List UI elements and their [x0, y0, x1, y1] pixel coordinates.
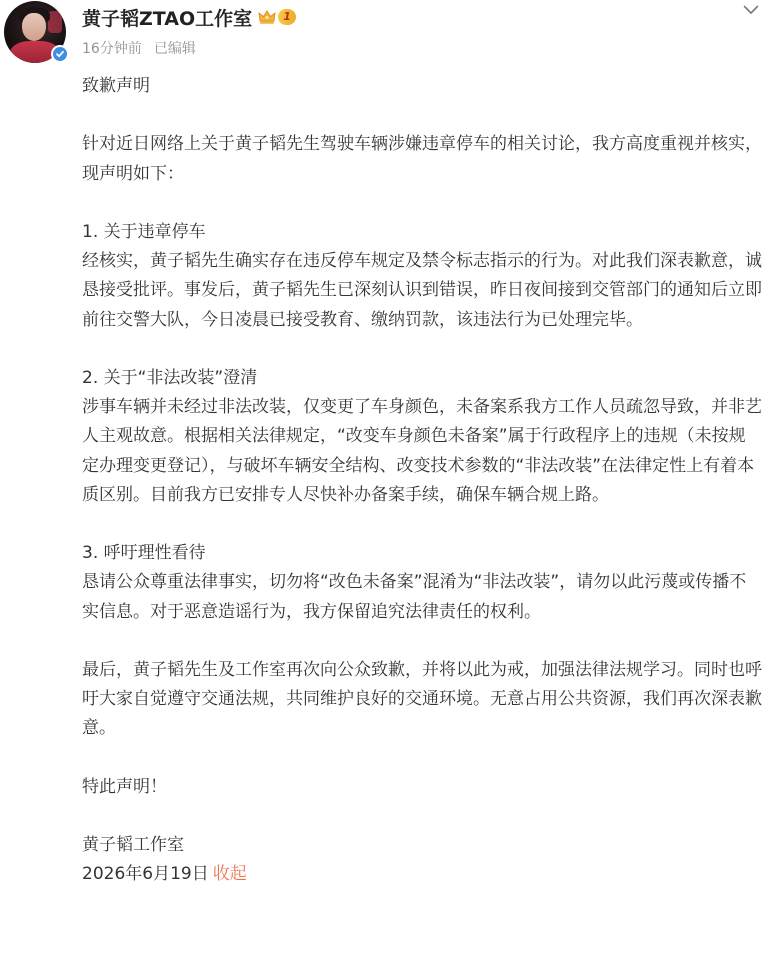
- post-intro: 针对近日网络上关于黄子韬先生驾驶车辆涉嫌违章停车的相关讨论，我方高度重视并核实，现声明如下：: [82, 134, 762, 184]
- more-options-button[interactable]: [741, 2, 761, 18]
- avatar-container[interactable]: [4, 1, 66, 63]
- name-row: [82, 2, 296, 32]
- spacer: [82, 627, 762, 656]
- post-meta: [82, 38, 196, 58]
- closing-paragraph: 最后，黄子韬先生及工作室再次向公众致歉，并将以此为戒，加强法律法规学习。同时也呼吁大家自觉遵守交通法规，共同维护良好的交通环境。无意占用公共资源，我们再次深表歉意。: [82, 659, 762, 739]
- post-title: 致歉声明: [82, 76, 150, 96]
- post-header: [0, 0, 775, 70]
- section-heading: 1. 关于违章停车: [82, 221, 206, 242]
- spacer: [82, 802, 762, 831]
- spacer: [82, 189, 762, 218]
- chevron-down-icon: [743, 5, 759, 15]
- date-row: [82, 860, 762, 889]
- section-body: 恳请公众尊重法律事实，切勿将“改色未备案”混淆为“非法改装”，请勿以此污蔑或传播不实信息。对于恶意造谣行为，我方保留追究法律责任的权利。: [82, 572, 747, 622]
- vip-level: 1: [278, 9, 296, 25]
- spacer: [82, 335, 762, 364]
- statement-date: 2026年6月19日: [82, 864, 209, 885]
- post-content: [82, 72, 762, 890]
- spacer: [82, 101, 762, 130]
- crown-icon: [258, 9, 276, 25]
- avatar-face: [22, 13, 46, 41]
- verified-check-icon: [51, 45, 69, 63]
- section-body: 涉事车辆并未经过非法改装，仅变更了车身颜色，未备案系我方工作人员疏忽导致，并非艺人主观故意。根据相关法律规定，“改变车身颜色未备案”属于行政程序上的违规（未按规定办理变更登记），与破坏车辆安全结构、改变技术参数的“非法改装”在法律定性上有着本质区别。目前我方已安排专人尽快补办备案手续，确保车辆合规上路。: [82, 397, 762, 505]
- section-heading: 3. 呼吁理性看待: [82, 543, 206, 564]
- vip-badge[interactable]: [258, 7, 296, 27]
- edited-label[interactable]: 已编辑: [153, 41, 196, 57]
- spacer: [82, 510, 762, 539]
- avatar-glow: [48, 11, 62, 33]
- declaration: 特此声明！: [82, 776, 167, 797]
- section-body: 经核实，黄子韬先生确实存在违反停车规定及禁令标志指示的行为。对此我们深表歉意，诚恳接受批评。事发后，黄子韬先生已深刻认识到错误，昨日夜间接到交管部门的通知后立即前往交警大队，今日凌晨已接受教育、缴纳罚款，该违法行为已处理完毕。: [82, 251, 762, 330]
- collapse-link[interactable]: 收起: [212, 864, 247, 885]
- section-heading: 2. 关于“非法改装”澄清: [82, 367, 258, 388]
- signature: 黄子韬工作室: [82, 835, 184, 856]
- post-timestamp[interactable]: 16分钟前: [82, 41, 142, 57]
- username-link[interactable]: 黄子韬ZTAO工作室: [82, 7, 253, 30]
- spacer: [82, 744, 762, 773]
